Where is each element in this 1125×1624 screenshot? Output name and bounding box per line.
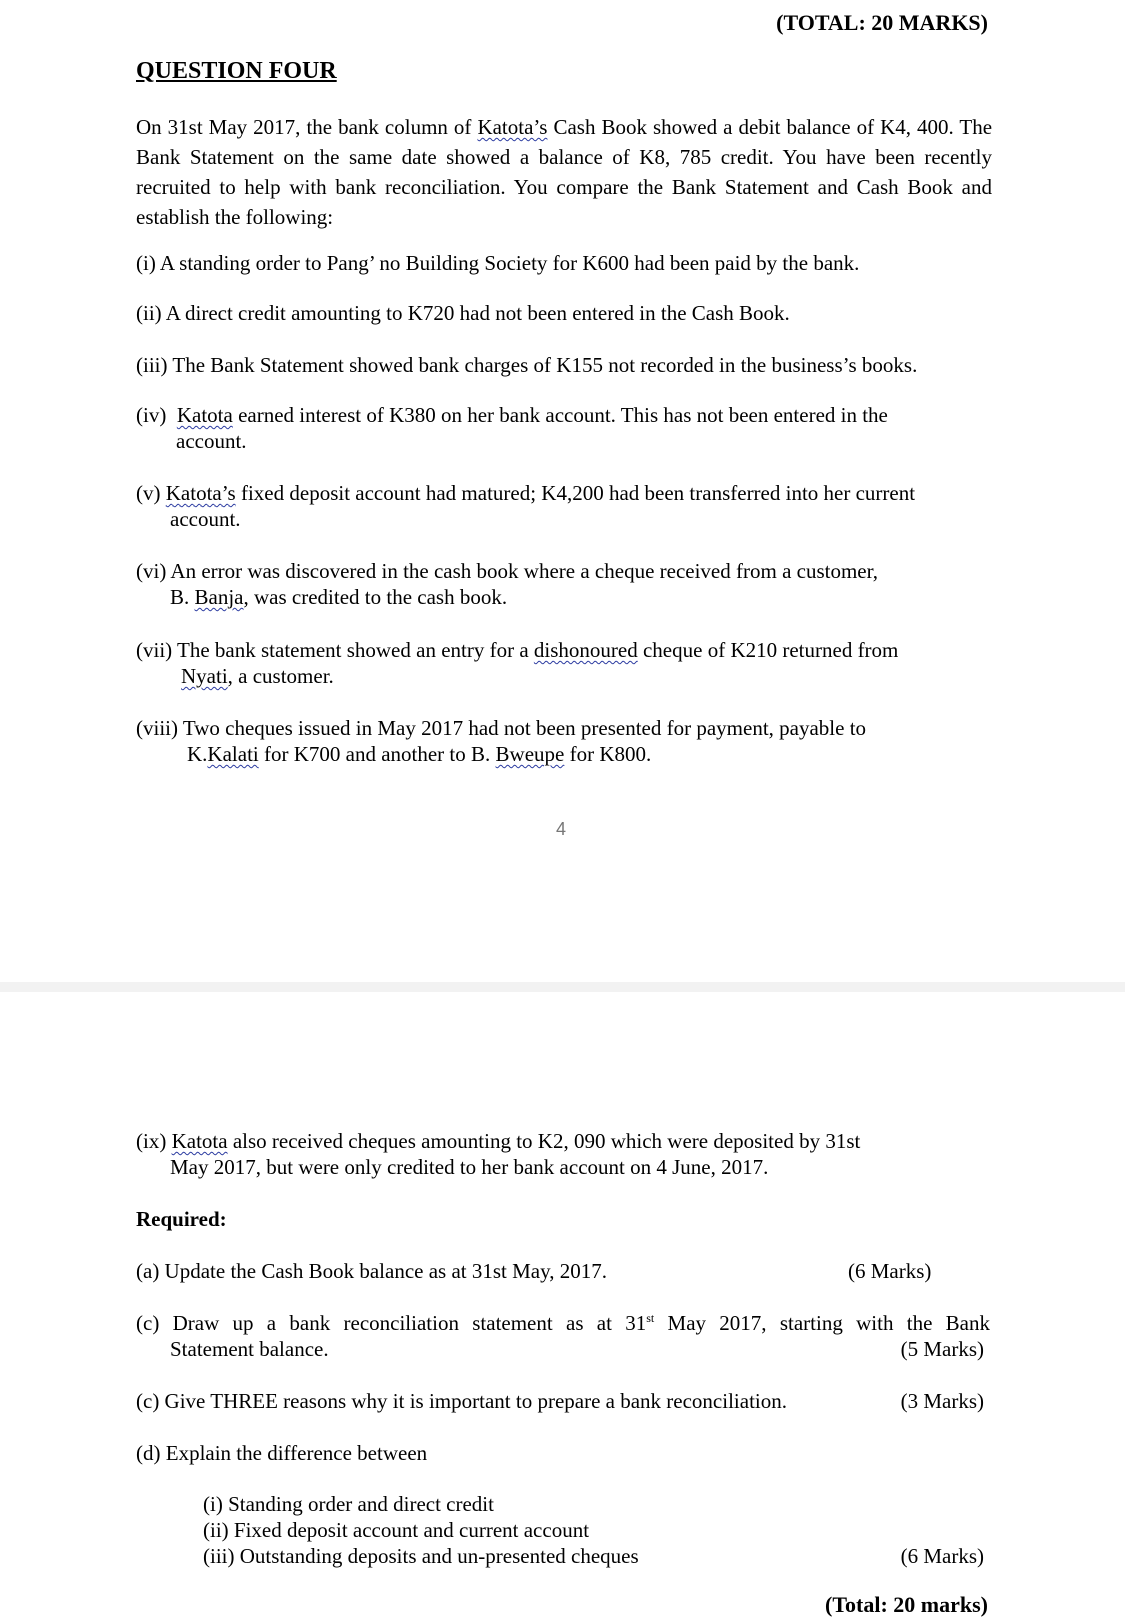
marks-c1: (5 Marks) — [900, 1337, 984, 1361]
item-iii: (iii) The Bank Statement showed bank charges of K155 not recorded in the business’s books. — [136, 353, 918, 377]
intro-text-1: On 31st May 2017, the bank column of — [136, 115, 472, 139]
required-c2: (c) Give THREE reasons why it is important to prepare a bank reconciliation. — [136, 1389, 787, 1413]
page-2 — [0, 992, 1125, 1624]
marks-c2: (3 Marks) — [900, 1389, 984, 1413]
required-a: (a) Update the Cash Book balance as at 31st May, 2017. — [136, 1259, 608, 1283]
name-katotas: Katota’s — [165, 481, 236, 505]
item-vi: (vi) An error was discovered in the cash book where a cheque received from a customer, B. Banja, was credited to the cash book. — [136, 559, 879, 609]
total-marks-header: (TOTAL: 20 MARKS) — [776, 10, 988, 35]
page-divider — [0, 982, 1125, 992]
required-d: (d) Explain the difference between — [136, 1441, 428, 1465]
name-katota-2: Katota — [171, 1129, 228, 1153]
item-ii: (ii) A direct credit amounting to K720 had not been entered in the Cash Book. — [136, 301, 790, 325]
word-dishonoured: dishonoured — [533, 638, 638, 662]
required-d-iii: (iii) Outstanding deposits and un-presented cheques — [203, 1544, 639, 1568]
name-banja: Banja — [194, 585, 244, 609]
item-i: (i) A standing order to Pang’ no Building Society for K600 had been paid by the bank. — [136, 251, 860, 275]
name-kalati: Kalati — [207, 742, 259, 766]
intro-name: Katota’s — [477, 115, 548, 139]
intro-paragraph — [136, 112, 992, 232]
required-label: Required: — [136, 1207, 227, 1231]
required-d-i: (i) Standing order and direct credit — [203, 1492, 494, 1516]
name-nyati: Nyati — [181, 664, 228, 688]
total-marks-footer: (Total: 20 marks) — [825, 1592, 988, 1617]
question-title: QUESTION FOUR — [136, 58, 337, 84]
marks-a: (6 Marks) — [848, 1259, 932, 1283]
item-iv: (iv) Katota earned interest of K380 on her bank account. This has not been entered in the account. — [136, 403, 888, 453]
page-number: 4 — [556, 819, 567, 839]
item-ix: (ix) Katota also received cheques amounting to K2, 090 which were deposited by 31st May 2017, but were only credited to her bank account on 4 June, 2017. — [136, 1129, 861, 1179]
intro-text-2: Cash Book showed a debit balance of K4, 400. The Bank Statement on the same date showed a balance of K8, 785 credit. You have been recently recruited to help with bank reconciliation. You compare the Bank Statement and Cash Book and establish the following: — [136, 115, 993, 229]
item-vii: (vii) The bank statement showed an entry for a dishonoured cheque of K210 returned from Nyati, a customer. — [136, 638, 899, 688]
marks-d: (6 Marks) — [900, 1544, 984, 1568]
item-v: (v) Katota’s fixed deposit account had matured; K4,200 had been transferred into her current account. — [136, 481, 916, 531]
required-d-ii: (ii) Fixed deposit account and current account — [203, 1518, 590, 1542]
required-c1-line1: (c) Draw up a bank reconciliation statement as at 31st May 2017, starting with the Bank — [136, 1311, 990, 1335]
required-c1-line2: Statement balance. — [170, 1337, 329, 1361]
name-katota: Katota — [176, 403, 233, 427]
name-bweupe: Bweupe — [495, 742, 565, 766]
item-viii: (viii) Two cheques issued in May 2017 had not been presented for payment, payable to K.Kalati for K700 and another to B. Bweupe for K800. — [136, 716, 867, 766]
